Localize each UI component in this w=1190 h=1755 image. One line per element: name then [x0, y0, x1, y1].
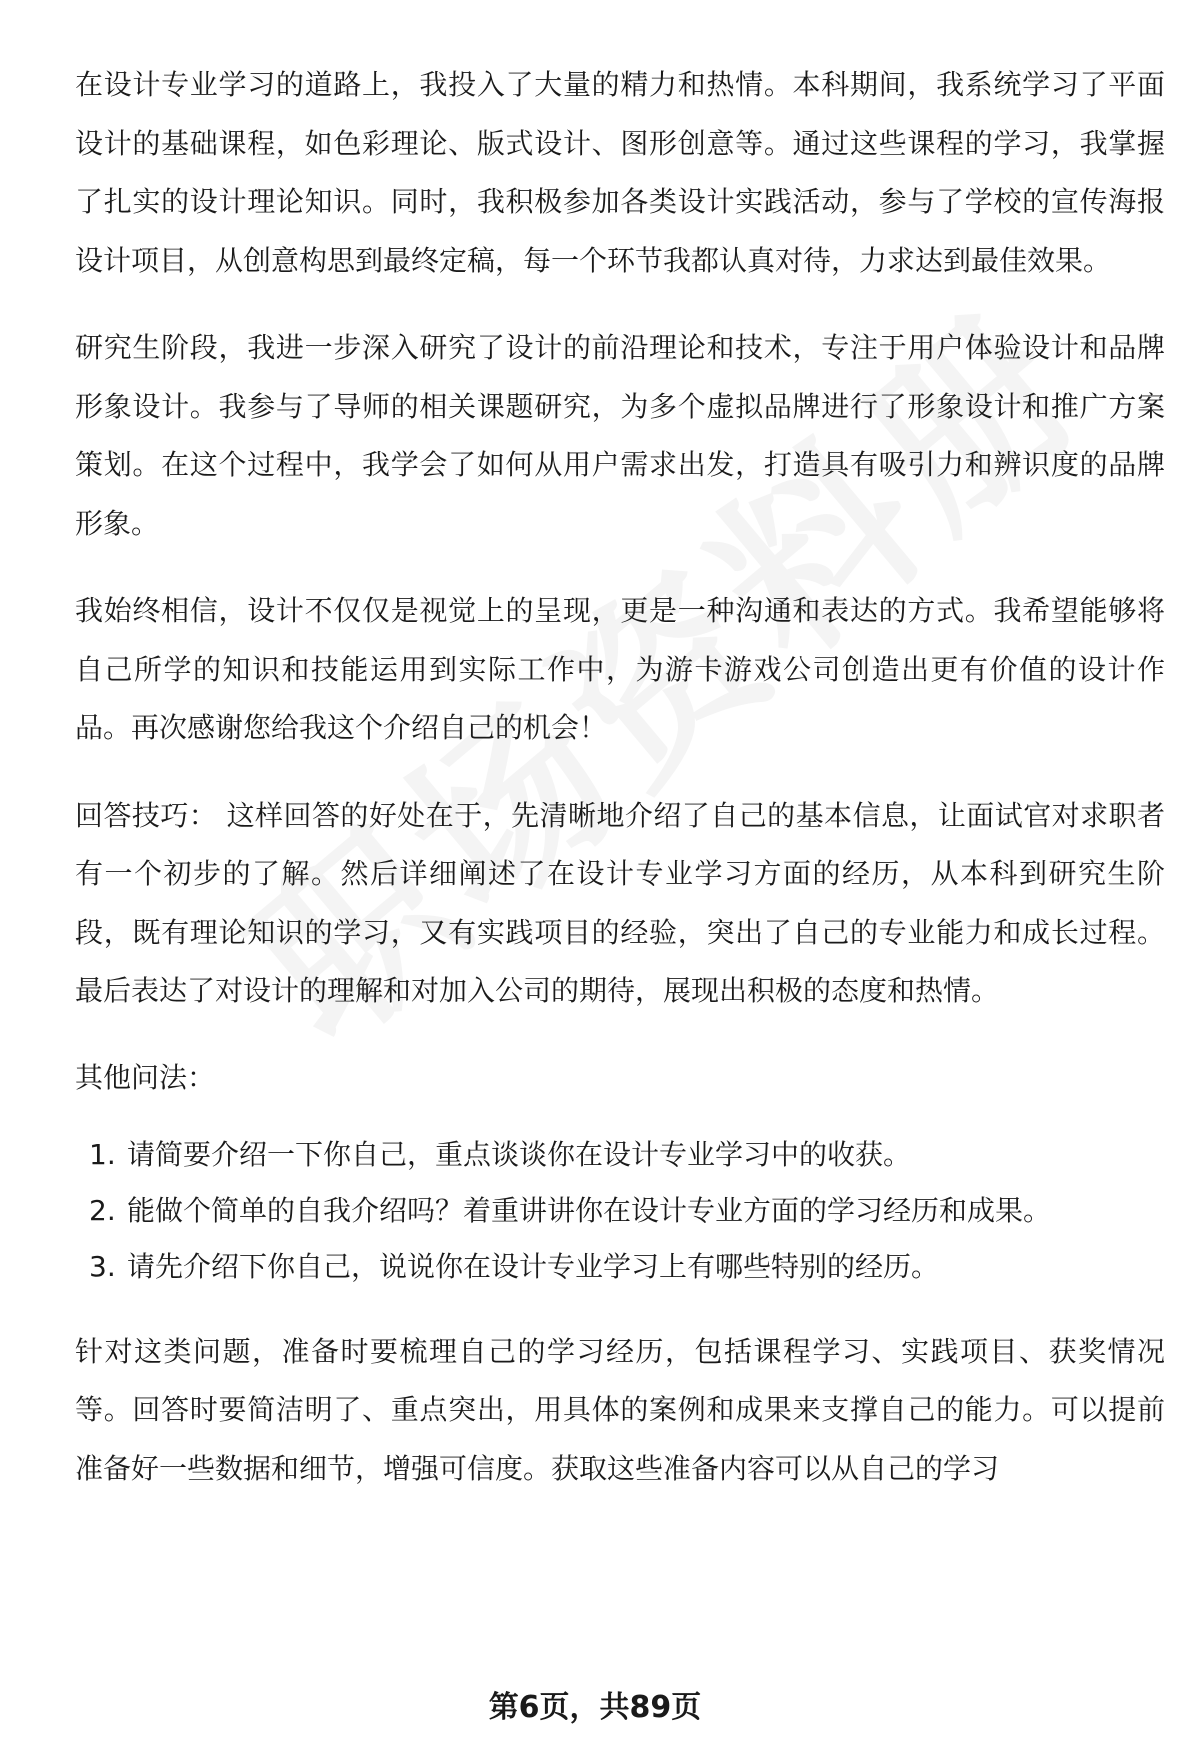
list-item	[75, 1239, 1165, 1295]
paragraph-preparation: 针对这类问题，准备时要梳理自己的学习经历，包括课程学习、实践项目、获奖情况等。回答时要简洁明了、重点突出，用具体的案例和成果来支撑自己的能力。可以提前准备好一些数据和细节，增强可信度。获取这些准备内容可以从自己的学习	[75, 1334, 1165, 1485]
list-text: 请简要介绍一下你自己，重点谈谈你在设计专业学习中的收获。	[127, 1137, 912, 1171]
paragraph-graduate: 研究生阶段，我进一步深入研究了设计的前沿理论和技术，专注于用户体验设计和品牌形象设计。我参与了导师的相关课题研究，为多个虚拟品牌进行了形象设计和推广方案策划。在这个过程中，我学会了如何从用户需求出发，打造具有吸引力和辨识度的品牌形象。	[75, 331, 1165, 540]
list-number: 2.	[89, 1193, 116, 1227]
paragraph-belief: 我始终相信，设计不仅仅是视觉上的呈现，更是一种沟通和表达的方式。我希望能够将自己所学的知识和技能运用到实际工作中，为游卡游戏公司创造出更有价值的设计作品。再次感谢您给我这个介绍自己的机会！	[75, 594, 1165, 744]
other-questions-heading: 其他问法：	[75, 1060, 216, 1094]
page-footer: 第6页，共89页	[488, 1690, 702, 1725]
list-item	[75, 1183, 1165, 1239]
paragraph-answer-tips: 回答技巧： 这样回答的好处在于，先清晰地介绍了自己的基本信息，让面试官对求职者有一个初步的了解。然后详细阐述了在设计专业学习方面的经历，从本科到研究生阶段，既有理论知识的学习，又有实践项目的经验，突出了自己的专业能力和成长过程。最后表达了对设计的理解和对加入公司的期待，展现出积极的态度和热情。	[75, 798, 1165, 1007]
list-item	[75, 1127, 1165, 1183]
list-text: 请先介绍下你自己，说说你在设计专业学习上有哪些特别的经历。	[127, 1249, 940, 1283]
document-body	[75, 56, 1165, 1528]
list-text: 能做个简单的自我介绍吗？着重讲讲你在设计专业方面的学习经历和成果。	[127, 1193, 1052, 1227]
paragraph-undergrad: 在设计专业学习的道路上，我投入了大量的精力和热情。本科期间，我系统学习了平面设计的基础课程，如色彩理论、版式设计、图形创意等。通过这些课程的学习，我掌握了扎实的设计理论知识。同时，我积极参加各类设计实践活动，参与了学校的宣传海报设计项目，从创意构思到最终定稿，每一个环节我都认真对待，力求达到最佳效果。	[75, 68, 1165, 277]
other-questions-list	[75, 1127, 1165, 1295]
list-number: 1.	[89, 1137, 116, 1171]
list-number: 3.	[89, 1249, 116, 1283]
